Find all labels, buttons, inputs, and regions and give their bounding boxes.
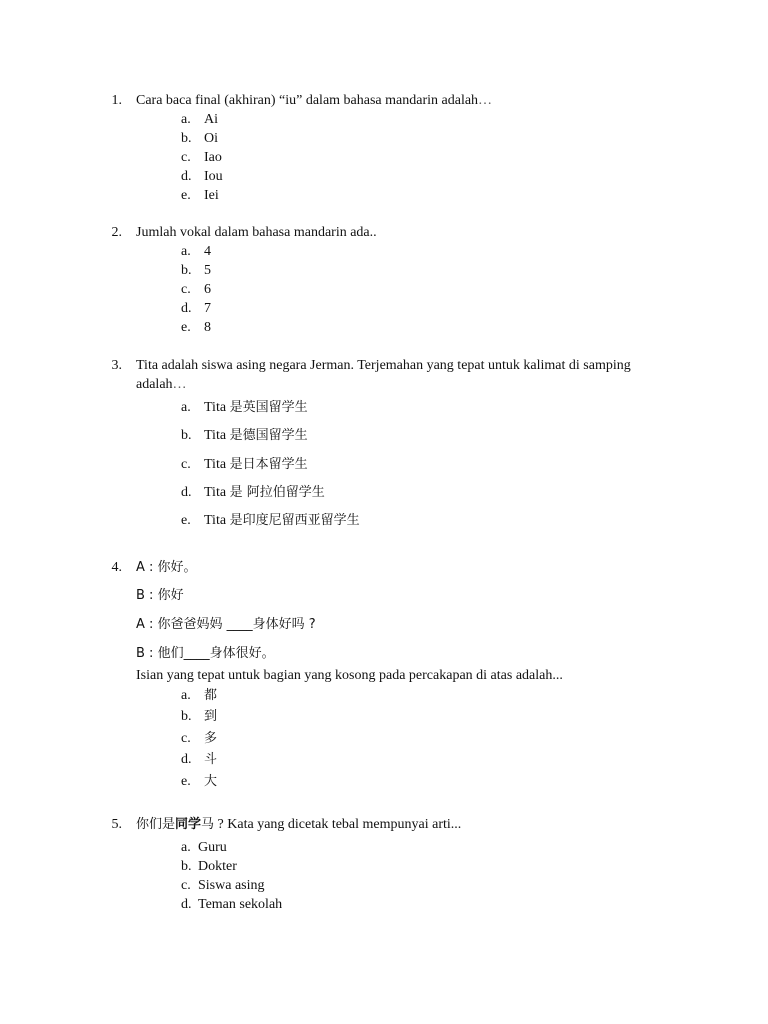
option-text: Teman sekolah	[198, 897, 283, 912]
option-letter: c.	[181, 457, 191, 472]
question-prompt-line-2: adalah…	[136, 377, 187, 392]
option-text: 4	[204, 244, 211, 259]
option-letter: a.	[181, 400, 191, 415]
question-prompt: 你们是同学马 ? Kata yang dicetak tebal mempunyai arti...	[136, 817, 462, 832]
question-number: 5.	[111, 817, 122, 832]
option-text: 6	[204, 282, 211, 297]
option-text: Tita 是德国留学生	[204, 428, 308, 443]
option-letter: b.	[181, 428, 192, 443]
option-text: Iao	[204, 150, 222, 165]
option-text: Oi	[204, 131, 218, 146]
option-text: 5	[204, 263, 211, 278]
question-prompt: Jumlah vokal dalam bahasa mandarin ada..	[136, 225, 377, 240]
option-text: 8	[204, 320, 211, 335]
dialog-line: A : 你好。	[136, 560, 197, 575]
option-letter: c.	[181, 150, 191, 165]
question-number: 2.	[111, 225, 122, 240]
option-text: 到	[204, 709, 218, 724]
option-letter: c.	[181, 731, 191, 746]
option-letter: d.	[181, 752, 192, 767]
option-text: Iou	[204, 169, 223, 184]
question-number: 1.	[111, 93, 122, 108]
dialog-line: B : 你好	[136, 588, 184, 603]
option-text: Tita 是印度尼留西亚留学生	[204, 513, 360, 528]
option-text: 都	[204, 688, 218, 703]
option-text: Ai	[204, 112, 218, 127]
question-prompt: Isian yang tepat untuk bagian yang kosong pada percakapan di atas adalah...	[136, 668, 563, 683]
option-text: Iei	[204, 188, 219, 203]
option-letter: e.	[181, 320, 191, 335]
question-prompt: Cara baca final (akhiran) “iu” dalam bahasa mandarin adalah…	[136, 93, 493, 108]
dialog-line: A : 你爸爸妈妈 ____身体好吗 ?	[136, 617, 316, 632]
option-text: Tita 是日本留学生	[204, 457, 308, 472]
option-letter: e.	[181, 774, 191, 789]
option-letter: d.	[181, 485, 192, 500]
option-text: 多	[204, 731, 218, 746]
question-number: 4.	[111, 560, 122, 575]
option-letter: b.	[181, 131, 192, 146]
bold-word: 同学	[175, 817, 202, 832]
option-letter: c.	[181, 282, 191, 297]
option-letter: d.	[181, 169, 192, 184]
option-letter: a.	[181, 244, 191, 259]
option-letter: c.	[181, 878, 191, 893]
option-letter: e.	[181, 188, 191, 203]
option-letter: a.	[181, 840, 191, 855]
option-text: Tita 是英国留学生	[204, 400, 308, 415]
question-prompt-line-1: Tita adalah siswa asing negara Jerman. Terjemahan yang tepat untuk kalimat di samping	[136, 358, 631, 373]
option-letter: b.	[181, 859, 192, 874]
option-text: 7	[204, 301, 211, 316]
option-letter: d.	[181, 897, 192, 912]
option-letter: e.	[181, 513, 191, 528]
option-text: Dokter	[198, 859, 237, 874]
dialog-line: B : 他们____身体很好。	[136, 646, 275, 661]
option-text: Tita 是 阿拉伯留学生	[204, 485, 325, 500]
option-letter: a.	[181, 688, 191, 703]
option-letter: a.	[181, 112, 191, 127]
option-letter: b.	[181, 263, 192, 278]
question-number: 3.	[111, 358, 122, 373]
option-letter: d.	[181, 301, 192, 316]
option-text: Guru	[198, 840, 227, 855]
option-text: 斗	[204, 752, 218, 767]
option-text: Siswa asing	[198, 878, 265, 893]
option-text: 大	[204, 774, 218, 789]
option-letter: b.	[181, 709, 192, 724]
